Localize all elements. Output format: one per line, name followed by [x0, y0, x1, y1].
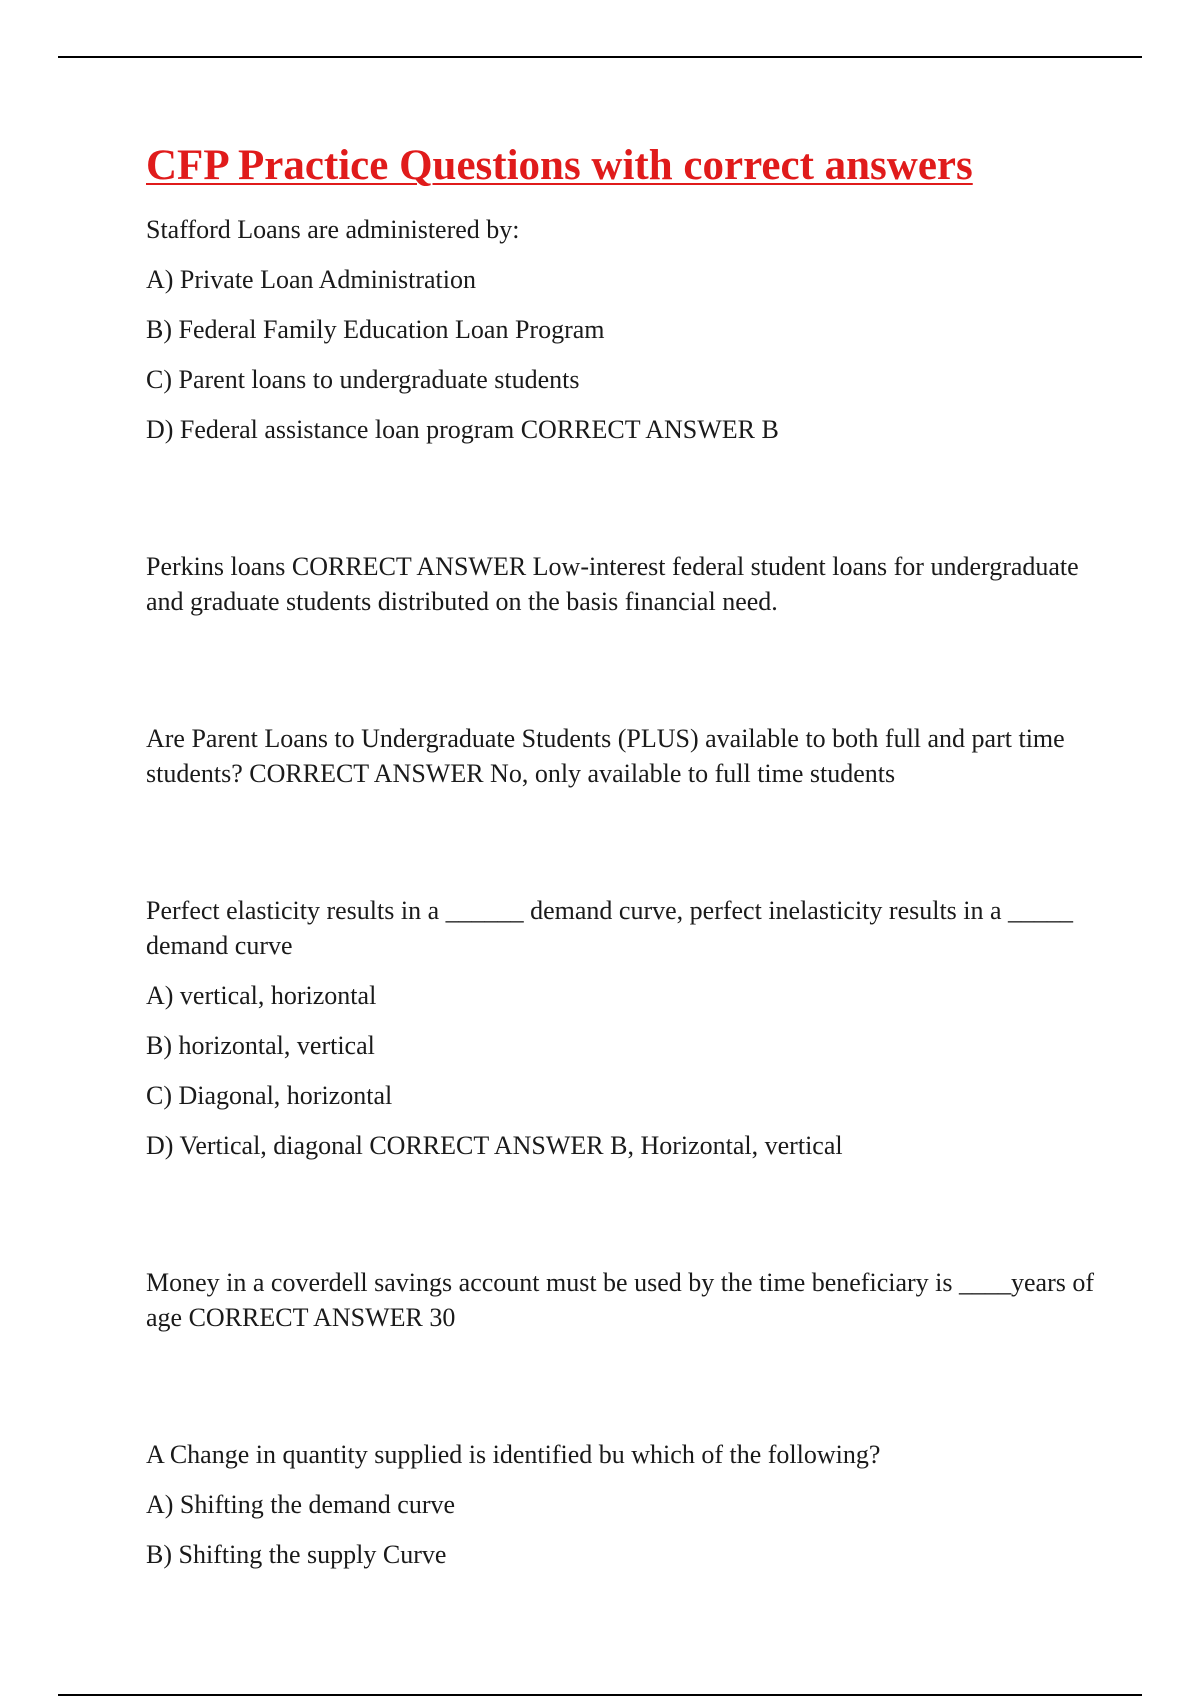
answer-option: C) Diagonal, horizontal — [146, 1080, 393, 1110]
question-block — [146, 1437, 1106, 1572]
answer-option: A) Private Loan Administration — [146, 264, 477, 294]
question-block — [146, 549, 1106, 619]
bottom-rule — [58, 1694, 1142, 1696]
answer-options — [146, 1487, 1106, 1572]
answer-option: A) vertical, horizontal — [146, 980, 377, 1010]
answer-option: A) Shifting the demand curve — [146, 1489, 456, 1519]
answer-option: C) Parent loans to undergraduate students — [146, 364, 580, 394]
document-title: CFP Practice Questions with correct answers — [146, 142, 973, 189]
question-text: Perkins loans CORRECT ANSWER Low-interest federal student loans for undergraduate and graduate students distributed on the basis financial need. — [146, 551, 1079, 616]
question-list — [146, 212, 1106, 1572]
question-text: A Change in quantity supplied is identified bu which of the following? — [146, 1439, 881, 1469]
question-text: Perfect elasticity results in a ______ demand curve, perfect inelasticity results in a _____ demand curve — [146, 895, 1074, 960]
answer-options — [146, 978, 1106, 1163]
answer-option: B) Shifting the supply Curve — [146, 1539, 447, 1569]
answer-option: B) horizontal, vertical — [146, 1030, 375, 1060]
question-block — [146, 1265, 1106, 1335]
document-body — [146, 140, 1106, 1572]
answer-option: D) Vertical, diagonal CORRECT ANSWER B, Horizontal, vertical — [146, 1130, 843, 1160]
question-block — [146, 721, 1106, 791]
question-block — [146, 212, 1106, 447]
answer-options — [146, 262, 1106, 447]
question-text: Are Parent Loans to Undergraduate Students (PLUS) available to both full and part time students? CORRECT ANSWER No, only available to full time students — [146, 723, 1065, 788]
question-block — [146, 893, 1106, 1163]
question-text: Stafford Loans are administered by: — [146, 214, 520, 244]
answer-option: D) Federal assistance loan program CORRECT ANSWER B — [146, 414, 779, 444]
question-text: Money in a coverdell savings account must be used by the time beneficiary is ____years of age CORRECT ANSWER 30 — [146, 1267, 1095, 1332]
top-rule — [58, 56, 1142, 58]
answer-option: B) Federal Family Education Loan Program — [146, 314, 605, 344]
